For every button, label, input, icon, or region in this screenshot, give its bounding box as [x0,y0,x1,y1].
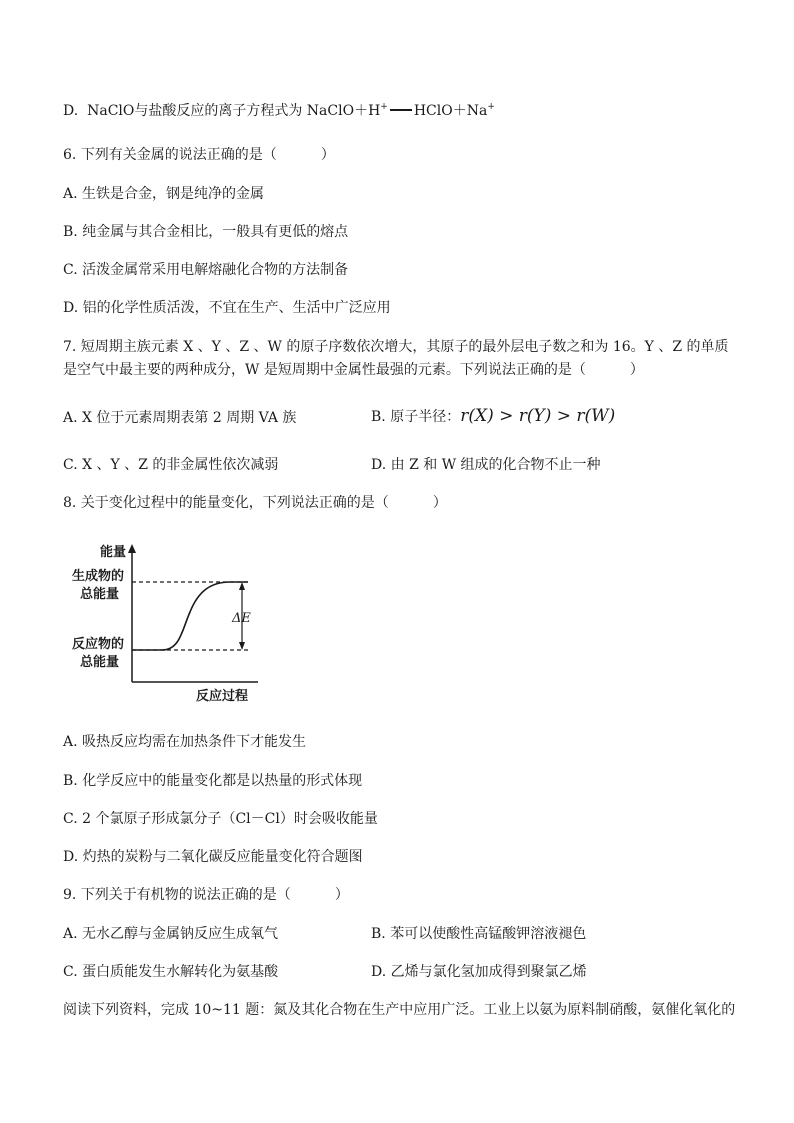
q5-option-d-sup1: + [380,102,388,112]
q8-stem-text: 8. 关于变化过程中的能量变化，下列说法正确的是（ [63,495,389,511]
x-axis-label: 反应过程 [196,689,249,704]
q5-option-d-text: NaClO与盐酸反应的离子方程式为 NaClO＋H [87,103,381,119]
delta-e-label: ΔE [232,611,251,626]
q5-option-d-sup2: + [487,102,495,112]
q7-stem-line2 [63,360,644,380]
q8-stem [63,493,447,513]
q9-stem-text: 9. 下列关于有机物的说法正确的是（ [63,887,291,903]
q9-stem [63,885,349,905]
q8-stem-end: ） [432,495,447,511]
q7-option-b-formula: r(X) > r(Y) > r(W) [460,406,616,426]
q9-stem-end: ） [334,887,349,903]
q6-option-a: A. 生铁是合金，钢是纯净的金属 [63,186,265,202]
q7-stem-line1: 7. 短周期主族元素 X 、Y 、Z 、W 的原子序数依次增大，其原子的最外层电子数之和为 16。Y 、Z 的单质 [63,339,729,355]
delta-e-arrow-head-bottom [239,642,245,650]
q8-option-d: D. 灼热的炭粉与二氧化碳反应能量变化符合题图 [63,849,363,865]
q5-option-d [63,101,495,121]
q8-option-c: C. 2 个氯原子形成氯分子（Cl－Cl）时会吸收能量 [63,811,378,827]
q7-option-c: C. X 、Y 、Z 的非金属性依次减弱 [63,457,279,473]
q7-option-b-prefix: B. 原子半径： [371,409,461,425]
q9-option-c: C. 蛋白质能发生水解转化为氨基酸 [63,964,279,980]
q6-stem [63,145,335,165]
q6-option-b: B. 纯金属与其合金相比，一般具有更低的熔点 [63,224,349,240]
y-axis-arrow [128,544,136,553]
q7-option-d: D. 由 Z 和 W 组成的化合物不止一种 [371,457,601,473]
energy-curve [132,582,248,650]
q9-option-b: B. 苯可以使酸性高锰酸钾溶液褪色 [371,926,587,942]
q6-stem-text: 6. 下列有关金属的说法正确的是（ [63,147,277,163]
q6-option-d: D. 铝的化学性质活泼，不宜在生产、生活中广泛应用 [63,300,391,316]
reading-intro: 阅读下列资料，完成 10~11 题：氮及其化合物在生产中应用广泛。工业上以氨为原料制硝酸，氨催化氧化的 [63,1002,736,1018]
q8-option-a: A. 吸热反应均需在加热条件下才能发生 [63,734,307,750]
q7-option-b [371,406,615,427]
q7-option-a: A. X 位于元素周期表第 2 周期 VA 族 [63,410,297,426]
q7-stem-line2-text: 是空气中最主要的两种成分，W 是短周期中金属性最强的元素。下列说法正确的是（ [63,362,586,378]
q6-option-c: C. 活泼金属常采用电解熔融化合物的方法制备 [63,262,349,278]
q9-option-a: A. 无水乙醇与金属钠反应生成氧气 [63,926,279,942]
energy-diagram [62,536,262,706]
product-label-1: 生成物的 [72,569,125,584]
q6-stem-end: ） [320,147,335,163]
reactant-label-2: 总能量 [80,655,120,670]
q8-option-b: B. 化学反应中的能量变化都是以热量的形式体现 [63,773,363,789]
q9-option-d: D. 乙烯与氯化氢加成得到聚氯乙烯 [371,964,587,980]
reactant-label-1: 反应物的 [72,637,125,652]
q5-option-d-products: HClO＋Na [413,103,488,119]
delta-e-arrow-head-top [239,582,245,590]
product-label-2: 总能量 [80,587,120,602]
equation-arrow [390,109,412,111]
q7-stem-end: ） [629,362,644,378]
y-axis-label: 能量 [100,545,127,560]
q5-option-d-prefix: D. [63,103,79,119]
